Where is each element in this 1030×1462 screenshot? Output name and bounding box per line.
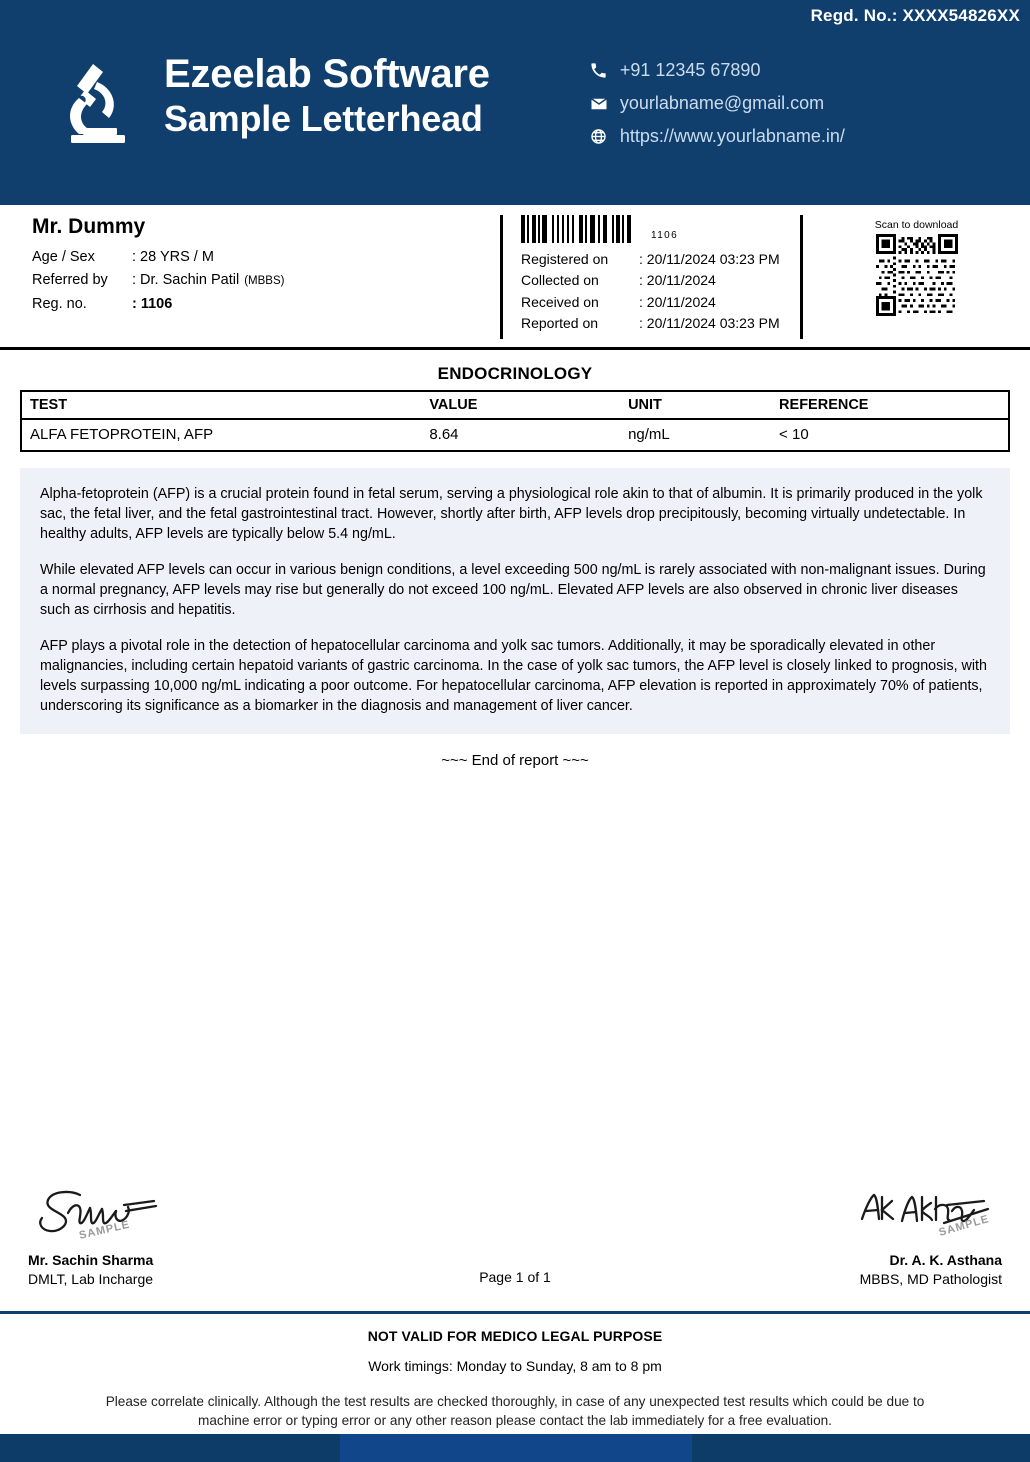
interpretation-box [20,468,1010,734]
bottom-color-bar [0,1434,1030,1462]
table-row [21,419,1009,451]
lab-logo [38,52,158,151]
collected-on-row [521,270,800,291]
barcode-row [521,215,800,243]
patient-details [0,215,500,339]
interpretation-paragraph: AFP plays a pivotal role in the detection of hepatocellular carcinoma and yolk sac tumors. Additionally, it may be sporadically elevated in other malignancies, including certain hepatoid variants of gastric carcinoma. In the case of yolk sac tumors, the AFP level is closely linked to prognosis, with levels surpassing 10,000 ng/mL indicating a poor outcome. For hepatocellular carcinoma, AFP elevation is reported in approximately 70% of patients, underscoring its significance as a biomarker in the diagnosis and management of liver cancer. [40,638,987,715]
barcode-details [500,215,800,339]
patient-referred-by-value: : Dr. Sachin Patil [132,272,240,289]
patient-reg-no-value: : 1106 [132,295,173,312]
lab-name-line1: Ezeelab Software [164,52,490,96]
lab-title [164,52,490,140]
column-header-value: VALUE [421,391,620,419]
footer-disclaimer-title: NOT VALID FOR MEDICO LEGAL PURPOSE [367,1327,663,1344]
interpretation-paragraph: While elevated AFP levels can occur in various benign conditions, a level exceeding 500 ng/mL is rarely associated with non-malignant issues. During a normal pregnancy, AFP levels may rise but generally do not exceed 100 ng/mL. Elevated AFP levels are also observed in chronic liver diseases such as cirrhosis and hepatitis. [40,562,986,619]
qr-code-icon[interactable] [876,234,958,321]
patient-age-sex-label: Age / Sex [32,249,95,265]
results-table [20,390,1010,452]
interpretation-paragraph: Alpha-fetoprotein (AFP) is a crucial protein found in fetal serum, serving a physiological role akin to that of albumin. It is primarily produced in the yolk sac, the fetal liver, and the fetal gastrointestinal tract. However, shortly after birth, AFP levels drop precipitously, becoming virtually undetectable. In healthy adults, AFP levels are typically below 5.4 ng/mL. [40,486,983,543]
contact-block [590,52,845,159]
cell-test-reference: < 10 [779,426,809,443]
collected-on-label: Collected on [521,272,599,289]
report-body [0,364,1030,769]
email-address: yourlabname@gmail.com [619,93,825,113]
signature-image-left [28,1218,178,1251]
patient-name: Mr. Dummy [32,215,146,238]
signature-row [28,1183,1002,1287]
registered-on-value: : 20/11/2024 03:23 PM [639,251,780,267]
reported-on-row [521,313,800,334]
microscope-icon [63,60,133,151]
contact-phone [590,60,845,81]
signature-watermark-right: SAMPLE [937,1213,991,1239]
contact-website [590,126,845,147]
column-header-test: TEST [21,391,421,419]
signatory-designation-left: DMLT, Lab Incharge [28,1271,154,1287]
website-url: https://www.yourlabname.in/ [619,126,845,146]
signature-area [0,1183,1030,1287]
patient-age-sex-value: : 28 YRS / M [132,249,214,265]
barcode-number: 1106 [651,230,679,241]
page-footer [0,1311,1030,1431]
received-on-row [521,292,800,313]
bottom-bar-segment-left [0,1434,340,1462]
received-on-value: : 20/11/2024 [639,293,716,310]
globe-icon [590,128,620,145]
patient-referred-by-qualification: (MBBS) [244,274,285,287]
phone-number: +91 12345 67890 [619,60,761,80]
registered-on-row [521,249,800,270]
letterhead-header [0,0,1030,205]
signature-image-right [852,1213,1002,1251]
department-title: ENDOCRINOLOGY [437,364,593,383]
patient-reg-no-label: Reg. no. [32,295,87,312]
envelope-icon [590,95,620,113]
signature-watermark-left: SAMPLE [77,1218,132,1242]
reported-on-value: : 20/11/2024 03:23 PM [639,314,780,331]
signatory-name-right: Dr. A. K. Asthana [889,1252,1002,1268]
signatory-name-left: Mr. Sachin Sharma [28,1252,154,1268]
footer-work-timings: Work timings: Monday to Sunday, 8 am to 8 pm [368,1357,662,1374]
registration-number: Regd. No.: XXXX54826XX [810,6,1020,25]
contact-email [590,93,845,114]
cell-test-value: 8.64 [429,426,459,443]
patient-age-sex-row [32,246,500,269]
cell-test-unit: ng/mL [628,426,670,443]
lab-name-line2: Sample Letterhead [164,97,483,139]
patient-referred-by-label: Referred by [32,272,108,289]
page-number: Page 1 of 1 [479,1269,551,1285]
bottom-bar-segment-right [692,1434,1030,1462]
qr-caption: Scan to download [874,219,959,231]
collected-on-value: : 20/11/2024 [639,272,716,289]
cell-test-name: ALFA FETOPROTEIN, AFP [30,426,214,443]
reported-on-label: Reported on [521,314,599,331]
qr-section [800,215,1030,339]
signatory-designation-right: MBBS, MD Pathologist [859,1271,1002,1287]
patient-info-bar [0,205,1030,350]
registered-on-label: Registered on [521,251,609,267]
header-content [0,52,1030,159]
patient-reg-no-row [32,293,500,316]
bottom-bar-segment-middle [340,1434,692,1462]
signature-left [28,1183,288,1287]
column-header-unit: UNIT [620,391,771,419]
barcode-image [521,215,643,243]
signature-right [742,1183,1002,1287]
patient-referred-by-row [32,269,500,292]
table-header-row [21,391,1009,419]
end-of-report-text: ~~~ End of report ~~~ [441,752,589,770]
phone-icon [590,62,620,79]
received-on-label: Received on [521,293,599,310]
column-header-reference: REFERENCE [771,391,1009,419]
footer-note: Please correlate clinically. Although the test results are checked thoroughly, in case of any unexpected test results which could be due to machine error or typing error or any other reason please contact the lab immediately for a free evaluation. [105,1393,925,1429]
